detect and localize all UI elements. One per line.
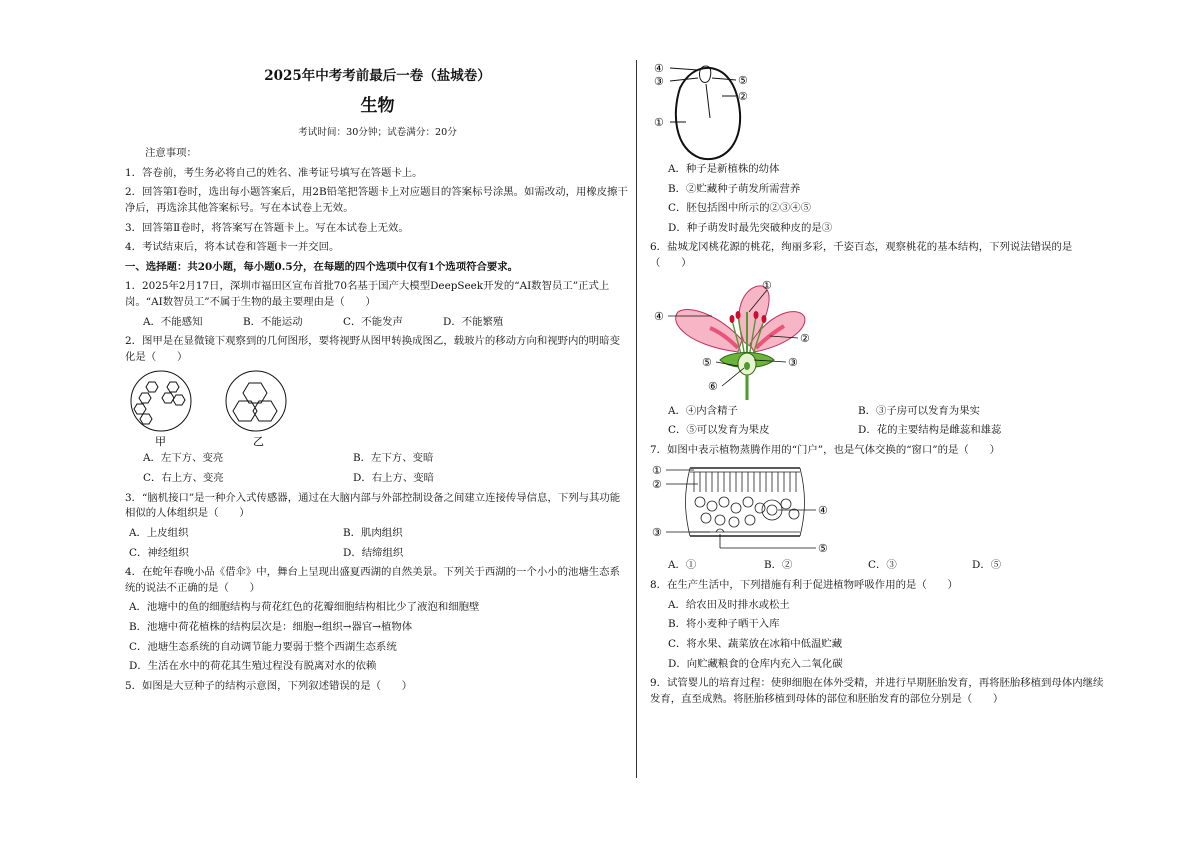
question-7-options <box>650 558 1108 574</box>
right-column <box>650 58 1108 711</box>
stoma <box>716 529 724 532</box>
option-a[interactable]: A．给农田及时排水或松土 <box>668 598 790 611</box>
petals <box>676 286 805 352</box>
notice-item: 4．考试结束后，将本试卷和答题卡一并交回。 <box>125 241 340 254</box>
option-a[interactable]: A．不能感知 <box>143 315 203 328</box>
question-3-options <box>125 526 630 561</box>
question-1-stem: 1．2025年2月17日，深圳市福田区宣布首批70名基于国产大模型DeepSeek开发的“AI数智员工”正式上岗。“AI数智员工”不属于生物的最主要理由是（ ） <box>125 280 610 309</box>
question-1-options <box>125 315 630 331</box>
notice-heading: 注意事项： <box>145 147 197 160</box>
option-a[interactable]: A．左下方、变亮 <box>143 452 224 465</box>
option-d[interactable]: D．⑤ <box>972 559 1002 572</box>
option-a[interactable]: A．① <box>668 559 697 572</box>
view-circle-yi <box>226 371 286 431</box>
option-a[interactable]: A．池塘中的鱼的细胞结构与荷花红色的花瓣细胞结构相比少了液泡和细胞壁 <box>129 601 480 614</box>
leaf-cross-section-figure <box>650 462 840 558</box>
option-c[interactable]: C．将水果、蔬菜放在冰箱中低温贮藏 <box>668 637 843 650</box>
question-2-options <box>125 451 630 486</box>
flower-label-6: ⑥ <box>708 379 718 393</box>
option-b[interactable]: B．不能运动 <box>243 315 303 328</box>
option-b[interactable]: B．将小麦种子晒干入库 <box>668 618 780 631</box>
option-d[interactable]: D．不能繁殖 <box>443 315 504 328</box>
question-5-options <box>650 162 1108 236</box>
notice-item: 2．回答第Ⅰ卷时，选出每小题答案后，用2B铅笔把答题卡上对应题目的答案标号涂黑。如需改动，用橡皮擦干净后，再选涂其他答案标号。写在本试卷上无效。 <box>125 186 628 214</box>
seed-label-3: ③ <box>654 75 664 88</box>
seed-label-4: ④ <box>654 62 664 75</box>
option-a[interactable]: A．④内含精子 <box>668 404 738 417</box>
soybean-seed-figure <box>650 58 770 162</box>
flower-label-4: ④ <box>654 309 664 323</box>
option-b[interactable]: B．肌肉组织 <box>343 526 403 539</box>
notice-item: 3．回答第Ⅱ卷时，将答案写在答题卡上。写在本试卷上无效。 <box>125 221 409 234</box>
option-a[interactable]: A．种子是新植株的幼体 <box>668 163 780 175</box>
flower-label-3: ③ <box>788 355 798 369</box>
exam-title: 2025年中考考前最后一卷（盐城卷） <box>264 68 491 84</box>
option-c[interactable]: C．池塘生态系统的自动调节能力要弱于整个西湖生态系统 <box>129 640 397 653</box>
figure-label-jia: 甲 <box>155 435 166 449</box>
option-b[interactable]: B．② <box>764 559 793 572</box>
seed-label-1: ① <box>654 116 664 129</box>
left-column <box>125 58 630 698</box>
question-8-stem: 8．在生产生活中，下列措施有利于促进植物呼吸作用的是（ ） <box>650 579 958 592</box>
option-d[interactable]: D．向贮藏粮食的仓库内充入二氧化碳 <box>668 657 843 670</box>
question-4-options <box>125 600 630 674</box>
option-b[interactable]: B．池塘中荷花植株的结构层次是：细胞→组织→器官→植物体 <box>129 620 413 633</box>
option-c[interactable]: C．胚包括图中所示的②③④⑤ <box>668 202 812 215</box>
option-c[interactable]: C．右上方、变亮 <box>143 472 224 485</box>
option-d[interactable]: D．种子萌发时最先突破种皮的是③ <box>668 221 833 234</box>
question-4-stem: 4．在蛇年春晚小品《借伞》中，舞台上呈现出盛夏西湖的自然美景。下列关于西湖的一个小小的池塘生态系统的说法不正确的是（ ） <box>125 566 620 594</box>
view-circle-jia <box>131 371 191 431</box>
spongy-layer <box>695 497 799 527</box>
option-d[interactable]: D．花的主要结构是雌蕊和雄蕊 <box>858 424 1002 437</box>
option-d[interactable]: D．结缔组织 <box>343 546 404 559</box>
seed-label-2: ② <box>738 90 748 103</box>
option-d[interactable]: D．生活在水中的荷花其生殖过程没有脱离对水的依赖 <box>129 660 377 673</box>
option-b[interactable]: B．左下方、变暗 <box>353 452 434 465</box>
figure-label-yi: 乙 <box>253 435 264 449</box>
section-heading: 一、选择题：共20小题，每小题0.5分，在每题的四个选项中仅有1个选项符合要求。 <box>125 260 519 273</box>
option-d[interactable]: D．右上方、变暗 <box>353 472 435 485</box>
leaf-label-4: ④ <box>818 504 828 518</box>
flower-label-2: ② <box>800 331 810 345</box>
question-2-stem: 2．图甲是在显微镜下观察到的几何图形，要将视野从图甲转换成图乙，载玻片的移动方向和视野内的明暗变化是（ ） <box>125 335 620 363</box>
option-c[interactable]: C．③ <box>868 559 897 572</box>
option-b[interactable]: B．③子房可以发育为果实 <box>858 404 980 417</box>
question-9-stem: 9．试管婴儿的培育过程：使卵细胞在体外受精，并进行早期胚胎发育，再将胚胎移植到母体内继续发育，直至成熟。将胚胎移植到母体的部位和胚胎发育的部位分别是（ ） <box>650 677 1104 705</box>
page-divider <box>636 60 637 778</box>
hexagon-cluster-jia <box>134 382 185 424</box>
leaf-label-2: ② <box>652 478 662 492</box>
question-6-options <box>650 404 1108 439</box>
palisade-layer <box>694 472 796 492</box>
option-c[interactable]: C．神经组织 <box>129 546 189 559</box>
option-c[interactable]: C．不能发声 <box>343 315 403 328</box>
ovule <box>744 362 750 370</box>
question-6-stem: 6．盐城龙冈桃花源的桃花，绚丽多彩，千姿百态，观察桃花的基本结构，下列说法错误的是（ ） <box>650 241 1073 270</box>
question-3-stem: 3．“脑机接口”是一种介入式传感器，通过在大脑内部与外部控制设备之间建立连接传导信息，下列与其功能相似的人体组织是（ ） <box>125 491 621 520</box>
leaf-label-1: ① <box>652 464 662 478</box>
question-5-stem: 5．如图是大豆种子的结构示意图，下列叙述错误的是（ ） <box>125 679 413 692</box>
leaf-label-5: ⑤ <box>818 542 828 556</box>
flower-label-1: ① <box>762 278 772 292</box>
flower-label-5: ⑤ <box>702 355 712 369</box>
exam-info: 考试时间：30分钟；试卷满分：20分 <box>298 126 457 138</box>
leaf-label-3: ③ <box>652 526 662 540</box>
microscope-view-figure <box>125 369 325 451</box>
hexagon-cluster-yi <box>233 383 277 421</box>
option-b[interactable]: B．②贮藏种子萌发所需营养 <box>668 182 801 195</box>
notice-item: 1．答卷前，考生务必将自己的姓名、准考证号填写在答题卡上。 <box>125 166 423 179</box>
option-a[interactable]: A．上皮组织 <box>129 526 189 539</box>
peach-blossom-figure <box>650 276 830 404</box>
exam-subject: 生物 <box>360 96 395 117</box>
question-7-stem: 7．如图中表示植物蒸腾作用的“门户”，也是气体交换的“窗口”的是（ ） <box>650 443 1000 456</box>
option-c[interactable]: C．⑤可以发育为果皮 <box>668 424 770 437</box>
question-8-options <box>650 598 1108 672</box>
seed-label-5: ⑤ <box>738 74 748 87</box>
